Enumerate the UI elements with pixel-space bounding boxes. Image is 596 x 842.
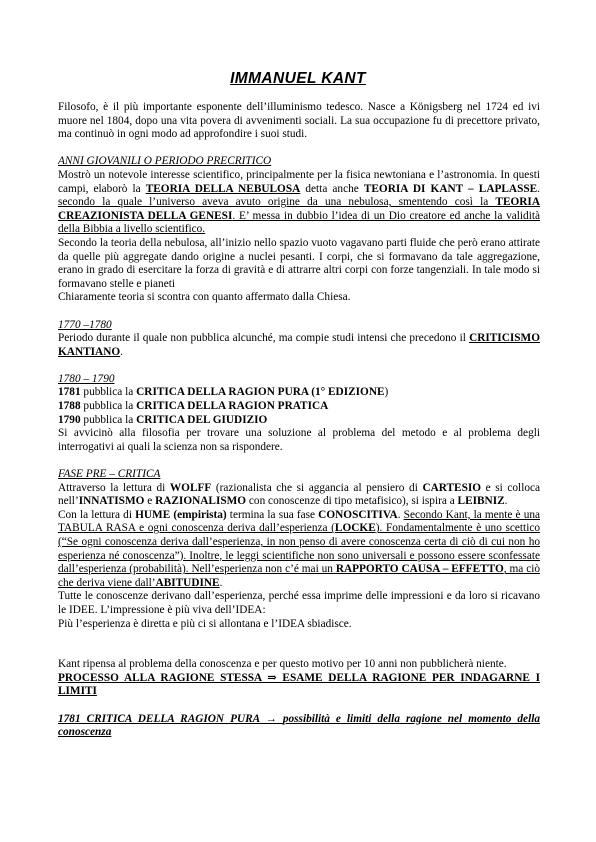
document-body [58,101,540,740]
impressioni-paragraph: Tutte le conoscenze derivano dall’esperienza, perché essa imprime delle impressioni e da loro si ricavano le IDEE. L’impressione è più viva dell’IDEA: [58,590,540,616]
nebulosa-paragraph: Mostrò un notevole interesse scientifico, principalmente per la fisica newtoniana e l’astronomia. In questi campi, elaborò la TEORIA DELLA NEBULOSA detta anche TEORIA DI KANT – LAPLASSE. secondo la quale l’universo aveva avuto origine da una nebulosa, smentendo così la TEORIA CREAZIONISTA DELLA GENESI. E’ messa in dubbio l’idea di un Dio creatore ed anche la validità della Bibbia a livello scientifico. [58,168,540,236]
critica-ragion-pura-heading: 1781 CRITICA DELLA RAGION PURA → possibilità e limiti della ragione nel momento della conoscenza [58,712,541,739]
metodo-paragraph: Si avvicinò alla filosofia per trovare una soluzione al problema del metodo e al problema degli interrogativi ai quali la scienza non sa rispondere. [58,427,540,453]
hume-paragraph: Con la lettura di HUME (empirista) termina la sua fase CONOSCITIVA. Secondo Kant, la mente è una TABULA RASA e ogni conoscenza deriva dall’esperienza (LOCKE). Fondamentalmente è uno scettico (“Se ogni conoscenza deriva dall’esperienza, in non penso di avere conoscenza certa di ciò di cui non ho esperienza né conoscenza”). Inoltre, le leggi scientifiche non sono universali e possono essere sconfessate dall’esperienza (probabilità). Nell’esperienza non c’é mai un RAPPORTO CAUSA – EFFETTO, ma ciò che deriva viene dall’ABITUDINE. [58,508,541,589]
esperienza-paragraph: Più l’esperienza è diretta e più ci si allontana e l’IDEA sbiadisce. [58,617,352,630]
publication-line: 1790 pubblica la CRITICA DEL GIUDIZIO [58,413,268,426]
arrow-right-icon: → [259,712,283,725]
page-title: IMMANUEL KANT [230,70,366,87]
section-heading-1770: 1770 –1780 [58,318,112,331]
publication-line: 1781 pubblica la CRITICA DELLA RAGION PURA (1° EDIZIONE) [58,386,389,399]
section-heading-1780: 1780 – 1790 [58,372,115,385]
chiesa-paragraph: Chiaramente teoria si scontra con quanto affermato dalla Chiesa. [58,291,351,304]
wolff-paragraph: Attraverso la lettura di WOLFF (razionalista che si aggancia al pensiero di CARTESIO e si colloca nell’INNATISMO e RAZIONALISMO con conoscenze di tipo metafisico), si ispira a LEIBNIZ. [58,481,541,508]
intro-paragraph: Filosofo, è il più importante esponente dell’illuminismo tedesco. Nasce a Königsberg nel 1724 ed ivi muore nel 1804, dopo una vita povera di avvenimenti sociali. La sua occupazione fu di precettore privato, ma continuò in ogni modo ad approfondire i suoi studi. [58,101,540,141]
double-arrow-icon: ⇒ [261,671,283,684]
criticismo-paragraph: Periodo durante il quale non pubblica alcunché, ma compie studi intensi che precedono il CRITICISMO KANTIANO. [58,332,540,358]
teoria-paragraph: Secondo la teoria della nebulosa, all’inizio nello spazio vuoto vagavano parti fluide che però erano attirate da quelle più aggregate dando origine a nuclei pesanti. I corpi, che si formavano da tale aggregazione, erano in grado di esercitare la forza di gravità e di attrarre altri corpi con forze tangenziali. In tale modo si formavano stelle e pianeti [58,236,540,290]
section-heading-pre-critica: FASE PRE – CRITICA [58,468,161,481]
processo-heading: PROCESSO ALLA RAGIONE STESSA ⇒ ESAME DELLA RAGIONE PER INDAGARNE I LIMITI [58,671,541,698]
publication-line: 1788 pubblica la CRITICA DELLA RAGION PRATICA [58,400,329,413]
section-heading-precritico: ANNI GIOVANILI O PERIODO PRECRITICO [58,155,272,168]
ripensa-paragraph: Kant ripensa al problema della conoscenza e per questo motivo per 10 anni non pubblicherà niente. [58,658,507,671]
